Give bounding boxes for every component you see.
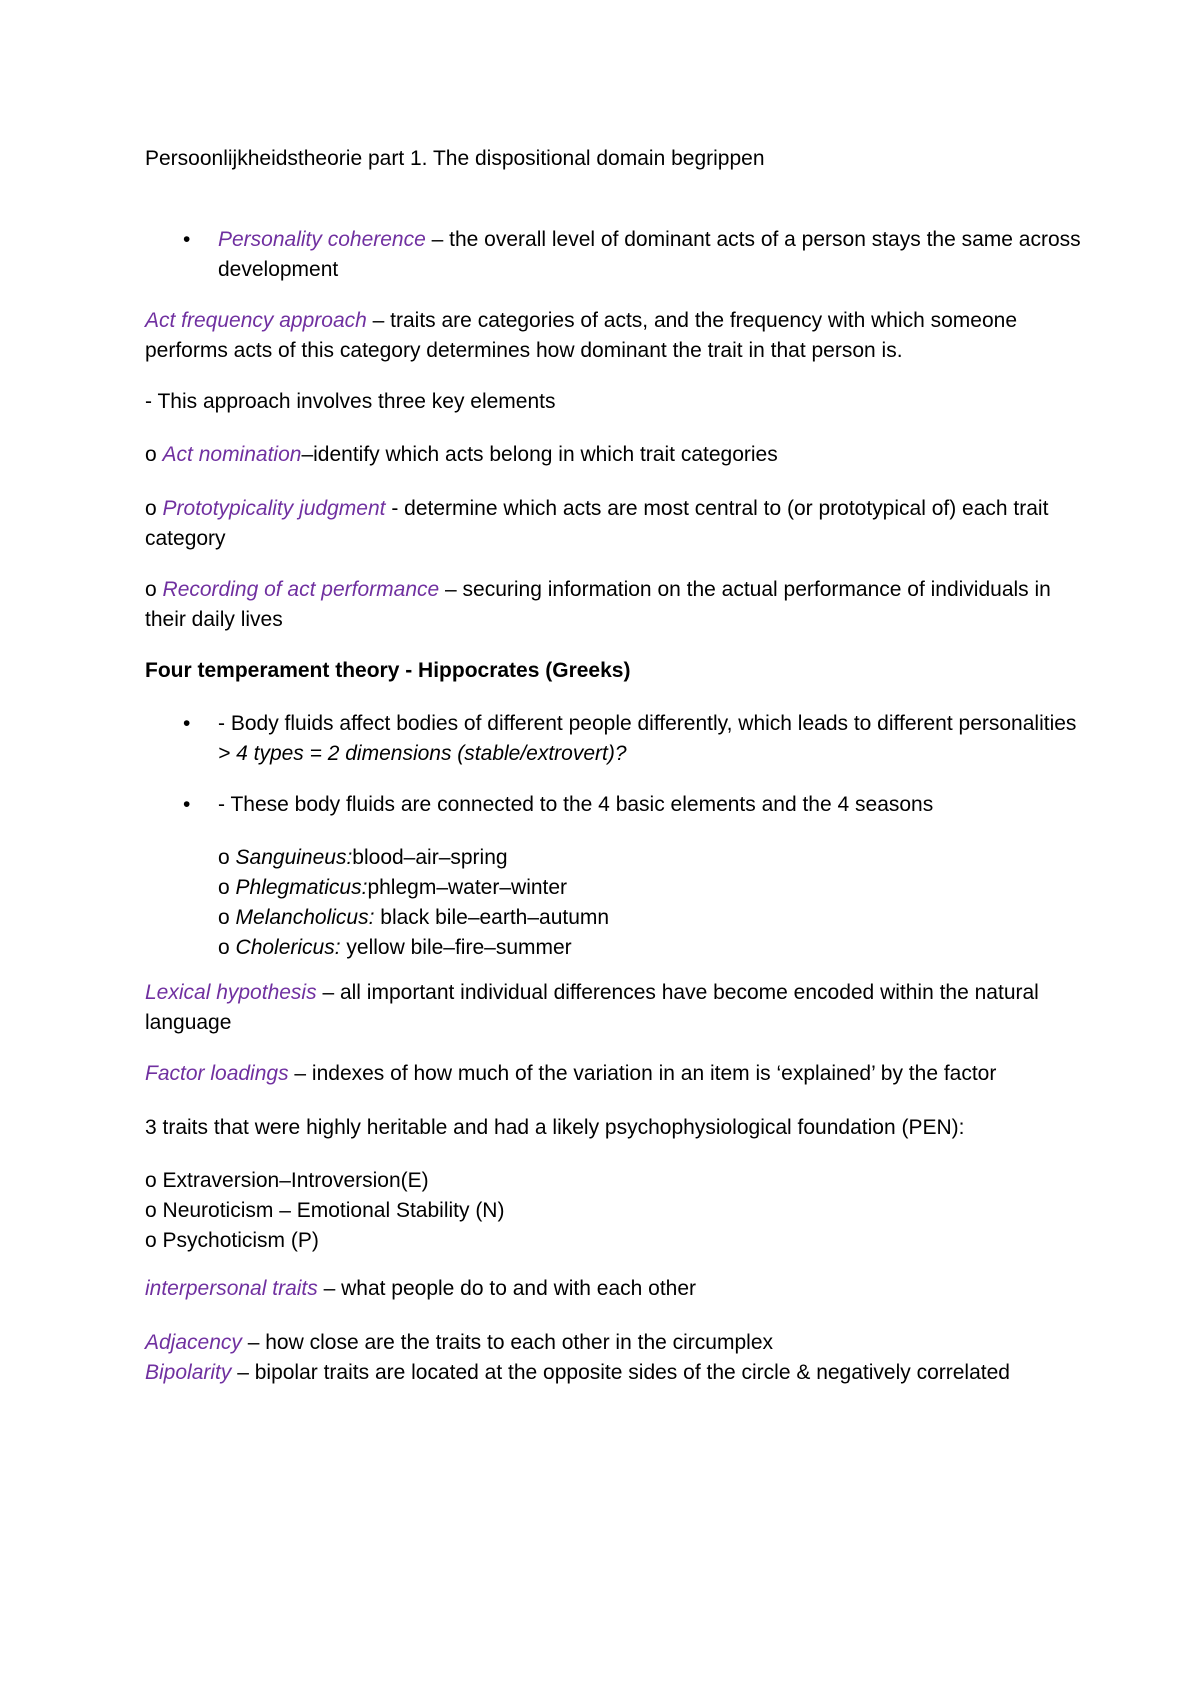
term-bipolarity: Bipolarity [145, 1361, 232, 1384]
pen-trait-item: o Psychoticism (P) [145, 1229, 319, 1252]
definition-act-frequency: – traits are categories of acts, and the frequency with which someone performs acts of this category determines how dominant the trait in that person is. [145, 309, 1017, 362]
term-prototypicality: Prototypicality judgment [162, 497, 386, 520]
paragraph-lexical [145, 978, 1085, 1038]
term-personality-coherence: Personality coherence [218, 228, 426, 251]
bullet-icon: • [183, 228, 191, 251]
temperament-item: o Sanguineus:blood–air–spring [218, 846, 508, 869]
term-act-frequency: Act frequency approach [145, 309, 367, 332]
bullet-icon: • [183, 712, 191, 735]
pen-trait-list [145, 1166, 1085, 1256]
term-act-nomination: Act nomination [162, 443, 302, 466]
definition-act-nomination: –identify which acts belong in which trait categories [301, 443, 778, 466]
item-act-nomination [145, 440, 1085, 470]
bullet-body-fluids-1: • - Body fluids affect bodies of different people differently, which leads to different personalities > 4 types = 2 dimensions (stable/extrovert)? [145, 709, 1085, 769]
temperament-item: o Phlegmaticus:phlegm–water–winter [218, 876, 568, 899]
sub-bullet-icon: o [145, 443, 157, 466]
temperament-item: o Cholericus: yellow bile–fire–summer [218, 936, 572, 959]
definition-bipolarity: – bipolar traits are located at the opposite sides of the circle & negatively correlated [231, 1361, 1010, 1384]
definition-interpersonal: – what people do to and with each other [317, 1277, 697, 1300]
item-bipolarity [145, 1358, 1085, 1388]
definition-personality-coherence: – the overall level of dominant acts of a person stays the same across development [218, 228, 1081, 281]
definition-adjacency: – how close are the traits to each other in the circumplex [241, 1331, 773, 1354]
paragraph-approach-elements: - This approach involves three key elements [145, 390, 556, 413]
paragraph-act-frequency [145, 306, 1085, 366]
term-lexical: Lexical hypothesis [145, 981, 317, 1004]
bullet-body-fluids-2: • - These body fluids are connected to the 4 basic elements and the 4 seasons [145, 790, 1085, 820]
sub-bullet-icon: o [145, 497, 157, 520]
definition-recording: – securing information on the actual performance of individuals in their daily lives [145, 578, 1051, 631]
pen-trait-item: o Neuroticism – Emotional Stability (N) [145, 1199, 505, 1222]
sub-bullet-icon: o [145, 578, 157, 601]
item-prototypicality [145, 494, 1085, 554]
term-recording: Recording of act performance [162, 578, 440, 601]
definition-factor-loadings: – indexes of how much of the variation in an item is ‘explained’ by the factor [288, 1062, 997, 1085]
item-recording [145, 575, 1085, 635]
pen-trait-item: o Extraversion–Introversion(E) [145, 1169, 429, 1192]
term-interpersonal: interpersonal traits [145, 1277, 318, 1300]
paragraph-pen-intro: 3 traits that were highly heritable and had a likely psychophysiological foundation (PEN): [145, 1116, 965, 1139]
heading-four-temperament: Four temperament theory - Hippocrates (Greeks) [145, 659, 631, 682]
bullet-icon: • [183, 793, 191, 816]
item-adjacency [145, 1328, 1085, 1358]
paragraph-interpersonal [145, 1274, 1085, 1304]
paragraph-adjacency-bipolarity [145, 1328, 1085, 1388]
bullet-personality-coherence [145, 225, 1085, 285]
definition-lexical: – all important individual differences have become encoded within the natural language [145, 981, 1039, 1034]
temperament-list [218, 843, 1038, 963]
document-title: Persoonlijkheidstheorie part 1. The dispositional domain begrippen [145, 147, 765, 170]
term-factor-loadings: Factor loadings [145, 1062, 289, 1085]
definition-prototypicality: - determine which acts are most central to (or prototypical of) each trait category [145, 497, 1049, 550]
paragraph-factor-loadings [145, 1059, 1085, 1089]
temperament-item: o Melancholicus: black bile–earth–autumn [218, 906, 610, 929]
term-adjacency: Adjacency [145, 1331, 242, 1354]
